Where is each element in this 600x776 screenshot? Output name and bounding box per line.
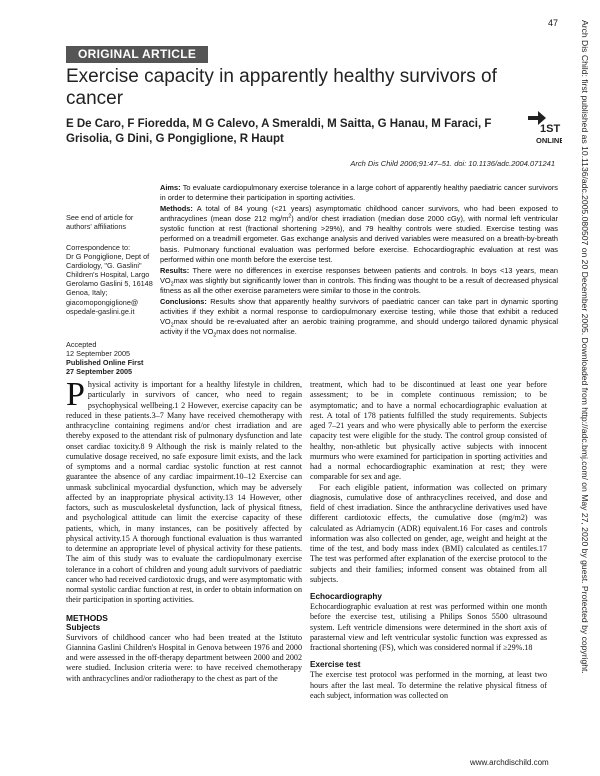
echocardiography-paragraph: Echocardiographic evaluation at rest was performed within one month before the exercise test, utilising a Philips Sonos 5500 ultrasound system. Left ventricle dimensions were determined in the short axis of parasternal view and left ventricular systolic function was expressed as fractional shortening (FS), which was considered normal if ≥29%.18 — [310, 602, 547, 652]
intro-paragraph: Physical activity is important for a healthy lifestyle in children, particularly in survivors of cancer, who need to regain psychophysical wellbeing.1 2 However, exercise capacity can be reduced in these patients.3–7 Many have received chemotherapy with anthracycline containing regimens and/or chest irradiation and are thereby exposed to the attendant risk of pulmonary dysfunction and late onset cardiac toxicity.8 9 Although the risk is mainly related to the cumulative dosage received, no safe exposure limit exists, and the lack of symptoms and a normal cardiac systolic function at rest cannot guarantee the absence of any cardiac impairment.10–12 Exercise can unmask subclinical myocardial dysfunction, which may be adversely affected by an inappropriate physical activity.13 14 However, other factors, such as musculoskeletal dysfunction, lack of physical fitness, and psychological attitude can limit the exercise capacity of these patients, which, in many instances, can be positively affected by physical activity.15 A thorough functional evaluation is thus warranted to determine an appropriate level of physical activity for these patients. The aim of this study was to evaluate the cardiopulmonary exercise tolerance in a cohort of children and young adult survivors of paediatric cancer who had received cardiotoxic drugs, and were asymptomatic with normal systolic cardiac function at rest, in order to obtain information on their participation in sporting activities. — [66, 376, 303, 605]
subjects-heading: Subjects — [66, 622, 101, 632]
affiliations-note: See end of article for authors' affiliations — [66, 213, 134, 232]
first-online-icon — [526, 110, 562, 150]
subjects-paragraph: Survivors of childhood cancer who had been treated at the Istituto Giannina Gaslini Children's Hospital in Genova between 1976 and 2000 and were assessed in the off-therapy department between 2000 and 2002 were studied. Inclusion criteria were: to have received chemotherapy with anthracyclines and/or radiotherapy to the chest as part of the — [66, 632, 302, 683]
author-list: E De Caro, F Fioredda, M G Calevo, A Smeraldi, M Saitta, G Hanau, M Faraci, F Grisolia, G Dini, G Pongiglione, R Haupt — [66, 118, 492, 145]
online-badge-bottom: ONLINE — [536, 136, 562, 145]
published-label: Published Online First — [66, 358, 144, 368]
drop-cap: P — [66, 376, 85, 413]
correspondence — [66, 243, 154, 316]
left-column — [66, 376, 303, 684]
methods-heading: METHODS — [66, 612, 108, 623]
accepted-label: Accepted — [66, 340, 97, 349]
exercise-test-paragraph: The exercise test protocol was performed in the morning, at least two hours after the last meal. To determine the relative physical fitness of each subject, information was collected on — [310, 670, 547, 700]
abstract — [160, 183, 558, 338]
exercise-test-heading: Exercise test — [310, 660, 361, 670]
echocardiography-heading: Echocardiography — [310, 592, 382, 601]
first-online-logo — [526, 110, 562, 150]
correspondence-text: Dr G Pongiglione, Dept of Cardiology, "G. Gaslini" Children's Hospital, Largo Gerolamo Gaslini 5, 16148 Genoa, Italy; giacomopongiglione@ ospedale-gaslini.ge.it — [66, 252, 153, 316]
correspondence-label: Correspondence to: — [66, 243, 131, 252]
right-column — [310, 380, 547, 701]
footer-url[interactable]: www.archdischild.com — [470, 758, 549, 767]
side-banner: Arch Dis Child: first published as 10.1136/adc.2005.080507 on 20 December 2005. Downloaded from http://adc.bmj.com/ on May 27, 2020 by guest. Protected by copyright. — [580, 20, 590, 674]
page-number: 47 — [548, 18, 559, 28]
abstract-conclusions: Conclusions: Results show that apparently healthy survivors of paediatric cancer can take part in dynamic sporting activities if they exhibit a normal response to cardiopulmonary exercise testing, while those that exhibit a reduced $VO_2\max$ should be re-evaluated after an aerobic training programme, and should undergo tailored dynamic physical activity if the $VO_2\max$ does not normalise. — [160, 297, 558, 339]
citation: Arch Dis Child 2006;91:47–51. doi: 10.1136/adc.2004.071241 — [350, 159, 555, 168]
abstract-aims: Aims: To evaluate cardiopulmonary exercise tolerance in a large cohort of apparently healthy paediatric cancer survivors in order to determine their participation in sporting activities. — [160, 183, 559, 203]
online-badge-top: 1ST — [540, 123, 561, 135]
abstract-methods: Methods: A total of 84 young (<21 years) asymptomatic childhood cancer survivors, who had been exposed to anthracyclines (mean dose 212 $mg/m^2$) and/or chest irradiation (median dose 2000 cGy), with normal left ventricular systolic function at rest (fractional shortening >29%), and 79 healthy controls were studied. Exercise testing was performed on a treadmill ergometer. Gas exchange analysis and derived variables were measured on a breath-by-breath basis. Pulmonary functional evaluation was performed before exercise. Echocardiographic evaluation at rest was performed within one month before the exercise test. — [160, 204, 559, 264]
treatment-paragraph: treatment, which had to be discontinued at least one year before assessment; to be in complete continuous remission; to be asymptomatic; and to have a normal echocardiographic evaluation at rest. A total of 178 patients fulfilled the study requirements. Subjects aged 7–21 years and who were physically able to perform the exercise capacity test were eligible for the study. The control group consisted of healthy, non-athletic but physically active subjects with innocent murmurs who were examined for participation in sporting activities and had a normal echocardiographic examination at rest; they were comparable for sex and age. — [310, 380, 547, 482]
abstract-results: Results: There were no differences in exercise responses between patients and controls. In boys <13 years, mean $VO_2\max$ was slightly but significantly lower than in controls. This finding was thought to be a result of decreased physical fitness as all the other exercise parameters were similar to those in the controls. — [160, 265, 558, 295]
information-paragraph: For each eligible patient, information was collected on primary diagnosis, cumulative dose of anthracyclines received, and dose and field of chest irradiation. Since the anthracycline derivatives used have different cardiotoxic effects, the cumulative dose (mg/m2) was calculated as Adriamycin (ADR) equivalent.16 For cases and controls information was also collected on gender, age, weight and height at the time of the test, and body mass index (BMI) calculated as centiles.17 The test was performed after explanation of the exercise protocol to the subjects and their families; informed consent was obtained from all subjects. — [310, 482, 547, 584]
section-badge: ORIGINAL ARTICLE — [66, 46, 208, 63]
article-title: Exercise capacity in apparently healthy survivors of cancer — [66, 66, 497, 109]
dates — [66, 340, 154, 376]
published-date: 27 September 2005 — [66, 367, 133, 377]
accepted-date: 12 September 2005 — [66, 349, 131, 359]
